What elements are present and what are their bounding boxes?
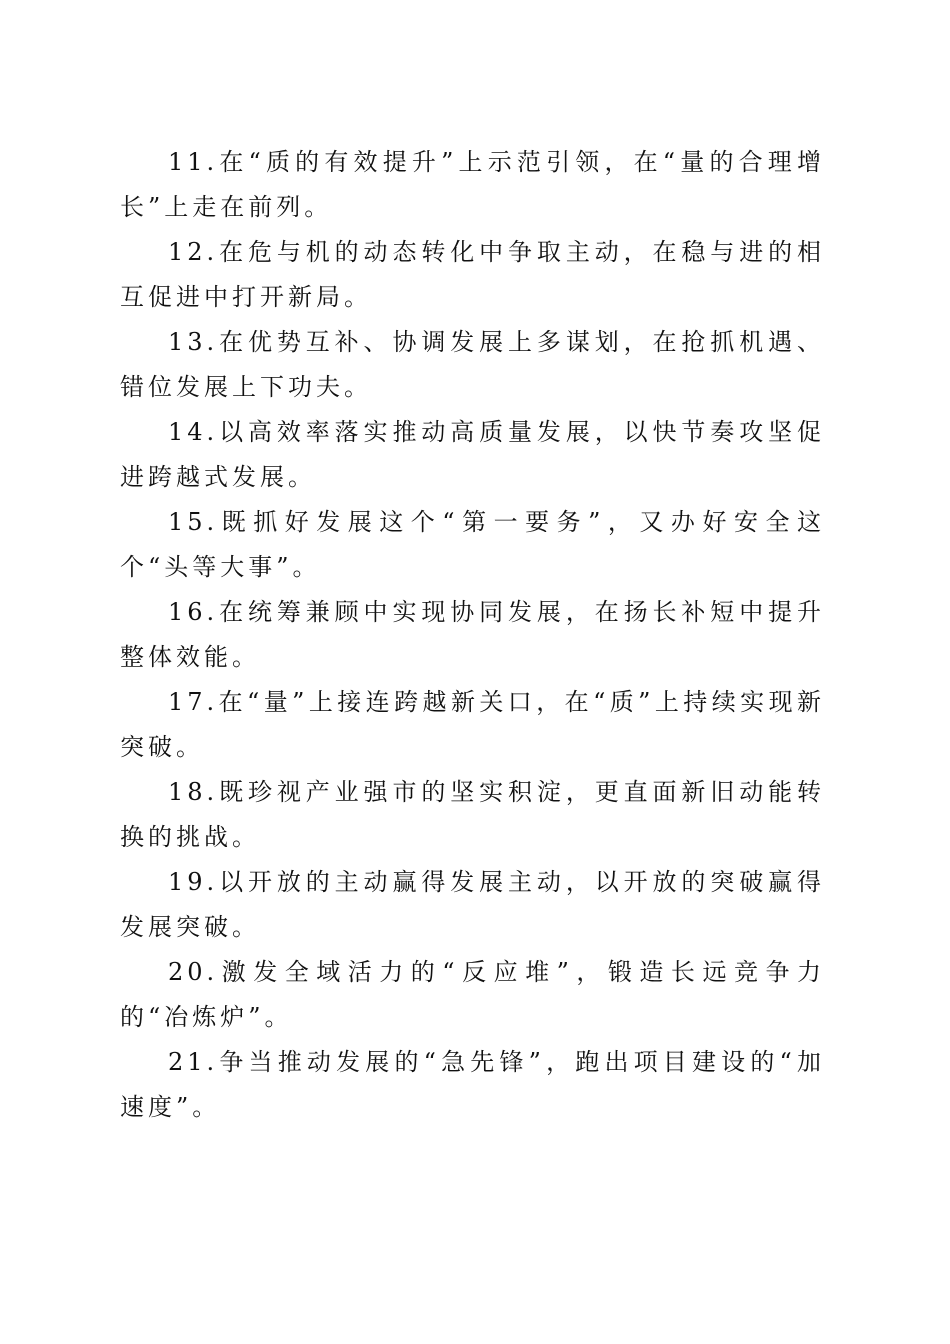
paragraph-21: 21.争当推动发展的“急先锋”，跑出项目建设的“加速度”。 <box>120 1048 825 1121</box>
paragraph-13: 13.在优势互补、协调发展上多谋划，在抢抓机遇、错位发展上下功夫。 <box>120 328 825 401</box>
paragraph-12: 12.在危与机的动态转化中争取主动，在稳与进的相互促进中打开新局。 <box>120 238 825 311</box>
paragraph-11: 11.在“质的有效提升”上示范引领，在“量的合理增长”上走在前列。 <box>120 148 825 221</box>
paragraph-14: 14.以高效率落实推动高质量发展，以快节奏攻坚促进跨越式发展。 <box>120 418 825 491</box>
paragraph-19: 19.以开放的主动赢得发展主动，以开放的突破赢得发展突破。 <box>120 868 825 941</box>
paragraph-15: 15.既抓好发展这个“第一要务”，又办好安全这个“头等大事”。 <box>120 508 825 581</box>
paragraph-16: 16.在统筹兼顾中实现协同发展，在扬长补短中提升整体效能。 <box>120 598 825 671</box>
document-body <box>120 140 825 1130</box>
paragraph-20: 20.激发全域活力的“反应堆”，锻造长远竞争力的“冶炼炉”。 <box>120 958 825 1031</box>
paragraph-17: 17.在“量”上接连跨越新关口，在“质”上持续实现新突破。 <box>120 688 825 761</box>
paragraph-18: 18.既珍视产业强市的坚实积淀，更直面新旧动能转换的挑战。 <box>120 778 825 851</box>
